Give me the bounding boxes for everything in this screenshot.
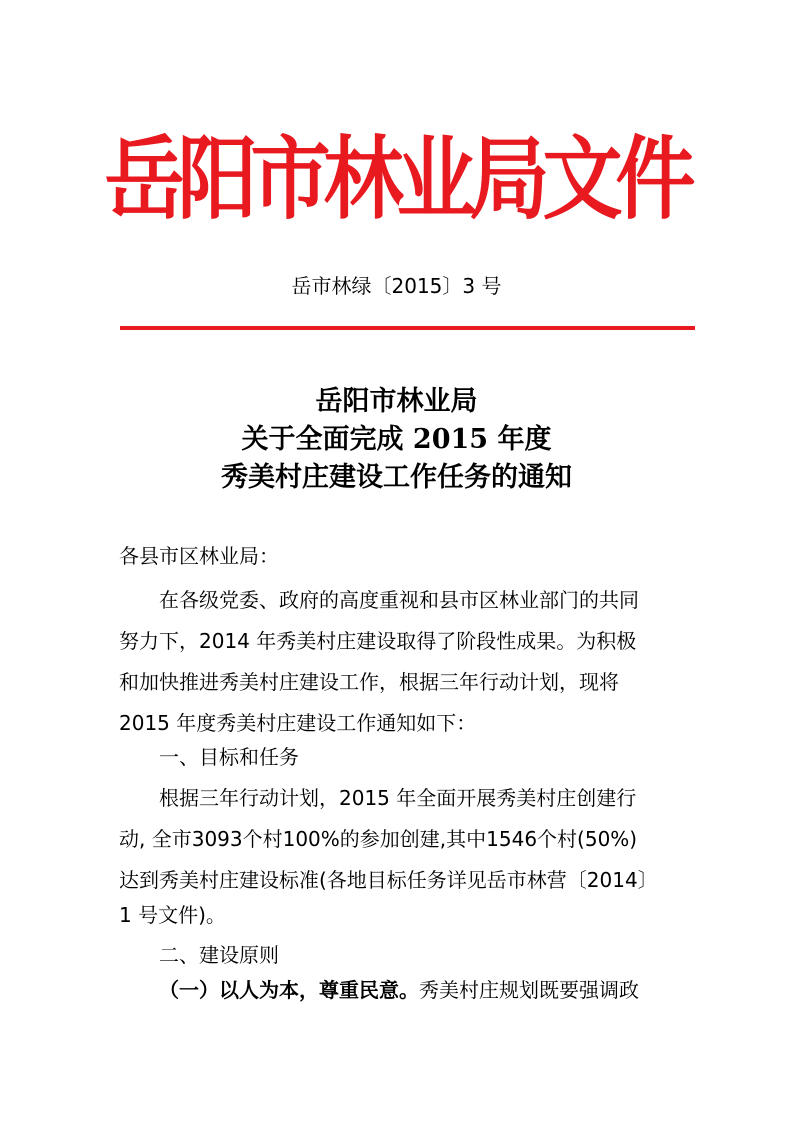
paragraph-line: 根据三年行动计划，2015 年全面开展秀美村庄创建行: [159, 786, 637, 810]
paragraph-line: 1 号文件)。: [119, 903, 226, 927]
paragraph-line: 2015 年度秀美村庄建设工作通知如下：: [119, 711, 477, 735]
paragraph-line: 在各级党委、政府的高度重视和县市区林业部门的共同: [159, 588, 639, 612]
paragraph-line: 和加快推进秀美村庄建设工作，根据三年行动计划，现将: [119, 670, 619, 694]
paragraph-line: 达到秀美村庄建设标准(各地目标任务详见岳市林营〔2014〕: [119, 868, 658, 892]
issuer-banner: 岳阳市林业局文件: [104, 125, 689, 232]
title-line-3: 秀美村庄建设工作任务的通知: [221, 462, 572, 493]
subsection-heading: （一）以人为本，尊重民意。: [159, 978, 419, 1002]
title-line-2: 关于全面完成 2015 年度: [241, 424, 552, 455]
section-heading: 二、建设原则: [159, 943, 279, 967]
paragraph-line: [159, 974, 679, 1006]
section-heading: 一、目标和任务: [159, 745, 299, 769]
title-line-1: 岳阳市林业局: [315, 386, 478, 417]
paragraph-line: 努力下，2014 年秀美村庄建设取得了阶段性成果。为积极: [119, 629, 637, 653]
document-title: [0, 383, 793, 497]
salutation: 各县市区林业局：: [119, 544, 279, 568]
red-divider-line: [120, 326, 695, 330]
document-number: 岳市林绿〔2015〕3 号: [291, 274, 502, 298]
subsection-text: 秀美村庄规划既要强调政: [419, 978, 639, 1002]
paragraph-line: 动, 全市3093个村100%的参加创建,其中1546个村(50%): [119, 827, 638, 851]
